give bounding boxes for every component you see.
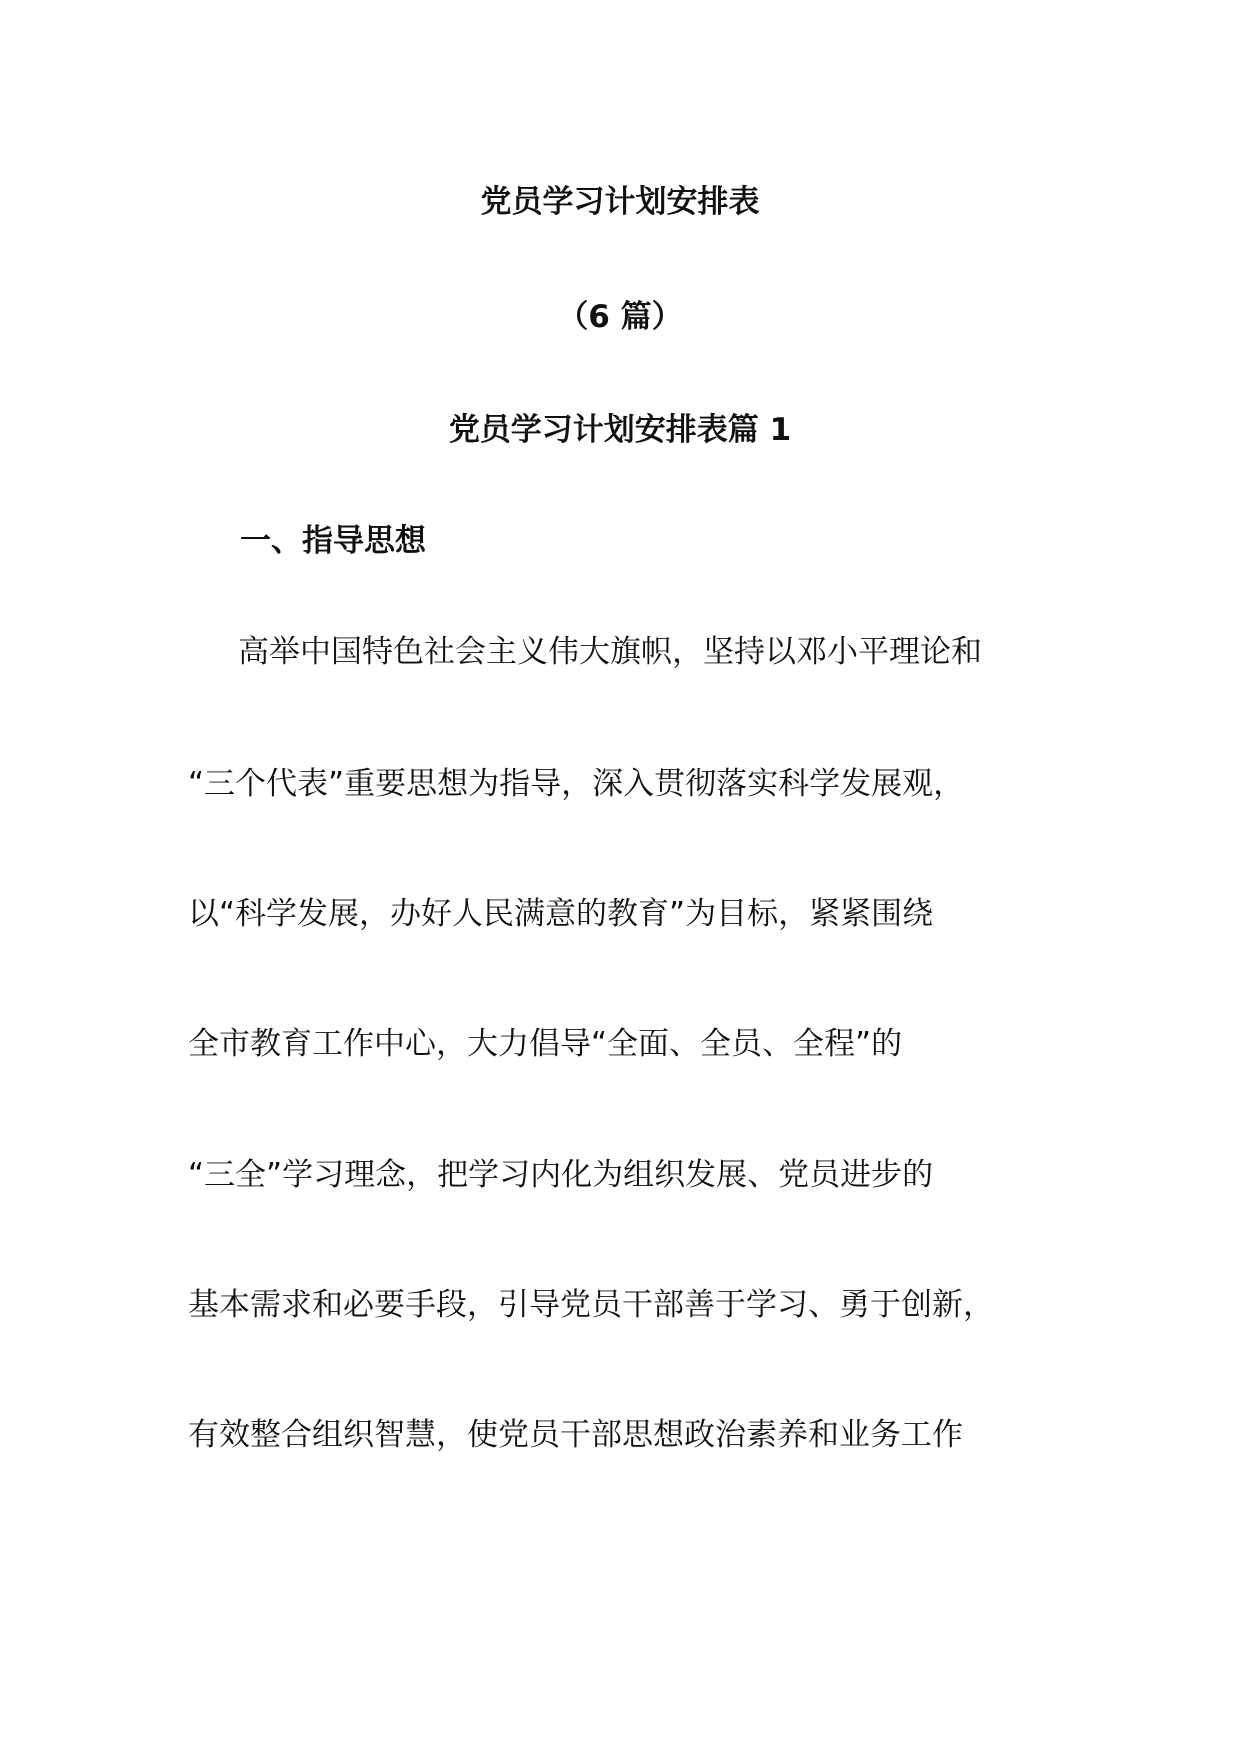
paragraph-line: “三全”学习理念，把学习内化为组织发展、党员进步的 [188,1157,934,1193]
paragraph-line: 全市教育工作中心，大力倡导“全面、全员、全程”的 [188,1026,903,1062]
document-subtitle: （6 篇） [557,299,683,335]
paragraph-line: 以“科学发展，办好人民满意的教育”为目标，紧紧围绕 [188,896,934,932]
section-heading: 一、指导思想 [240,523,426,559]
paragraph-line: “三个代表”重要思想为指导，深入贯彻落实科学发展观， [188,766,965,802]
paragraph-line: 基本需求和必要手段，引导党员干部善于学习、勇于创新， [188,1287,994,1323]
paragraph-line: 高举中国特色社会主义伟大旗帜，坚持以邓小平理论和 [238,634,982,670]
chapter-title: 党员学习计划安排表篇 1 [448,412,792,448]
paragraph-line: 有效整合组织智慧，使党员干部思想政治素养和业务工作 [188,1417,963,1453]
document-title: 党员学习计划安排表 [480,184,760,220]
